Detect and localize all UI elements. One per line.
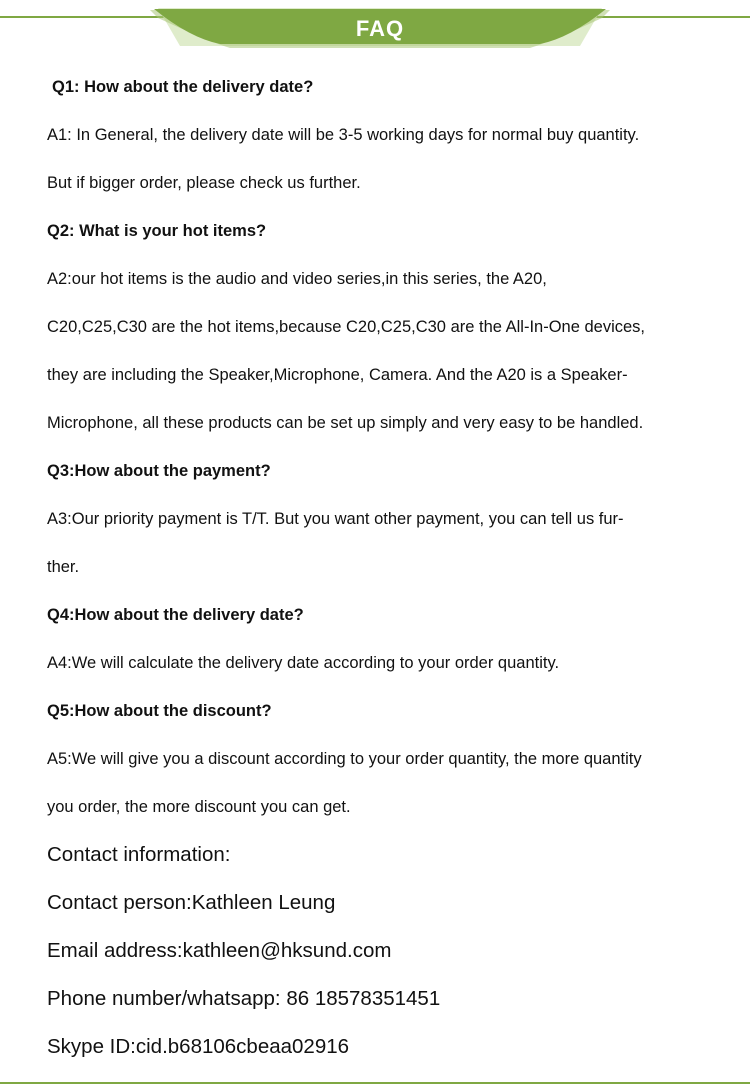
page-title: FAQ (355, 16, 405, 41)
answer-2-line-1: A2:our hot items is the audio and video series,in this series, the A20, (47, 270, 547, 288)
question-3: Q3:How about the payment? (47, 462, 271, 480)
answer-3-line-2: ther. (47, 558, 80, 576)
contact-heading: Contact information: (47, 843, 231, 866)
answer-4-line-1: A4:We will calculate the delivery date according to your order quantity. (47, 654, 560, 672)
contact-skype: Skype ID:cid.b68106cbeaa02916 (47, 1035, 350, 1058)
answer-2-line-2: C20,C25,C30 are the hot items,because C20,C25,C30 are the All-In-One devices, (47, 318, 645, 336)
answer-1-line-2: But if bigger order, please check us further. (47, 174, 361, 192)
question-4: Q4:How about the delivery date? (47, 606, 304, 624)
answer-1-line-1: A1: In General, the delivery date will be 3-5 working days for normal buy quantity. (47, 126, 640, 144)
answer-2-line-4: Microphone, all these products can be set up simply and very easy to be handled. (47, 414, 644, 432)
answer-3-line-1: A3:Our priority payment is T/T. But you want other payment, you can tell us fur- (47, 510, 624, 528)
answer-5-line-1: A5:We will give you a discount according to your order quantity, the more quantity (47, 750, 642, 768)
question-1: Q1: How about the delivery date? (52, 78, 314, 96)
faq-banner (150, 4, 610, 54)
contact-phone: Phone number/whatsapp: 86 18578351451 (47, 987, 441, 1010)
answer-2-line-3: they are including the Speaker,Microphone, Camera. And the A20 is a Speaker- (47, 366, 628, 384)
bottom-divider (0, 1082, 750, 1084)
question-5: Q5:How about the discount? (47, 702, 272, 720)
contact-email: Email address:kathleen@hksund.com (47, 939, 392, 962)
contact-person: Contact person:Kathleen Leung (47, 891, 336, 914)
answer-5-line-2: you order, the more discount you can get. (47, 798, 351, 816)
question-2: Q2: What is your hot items? (47, 222, 267, 240)
